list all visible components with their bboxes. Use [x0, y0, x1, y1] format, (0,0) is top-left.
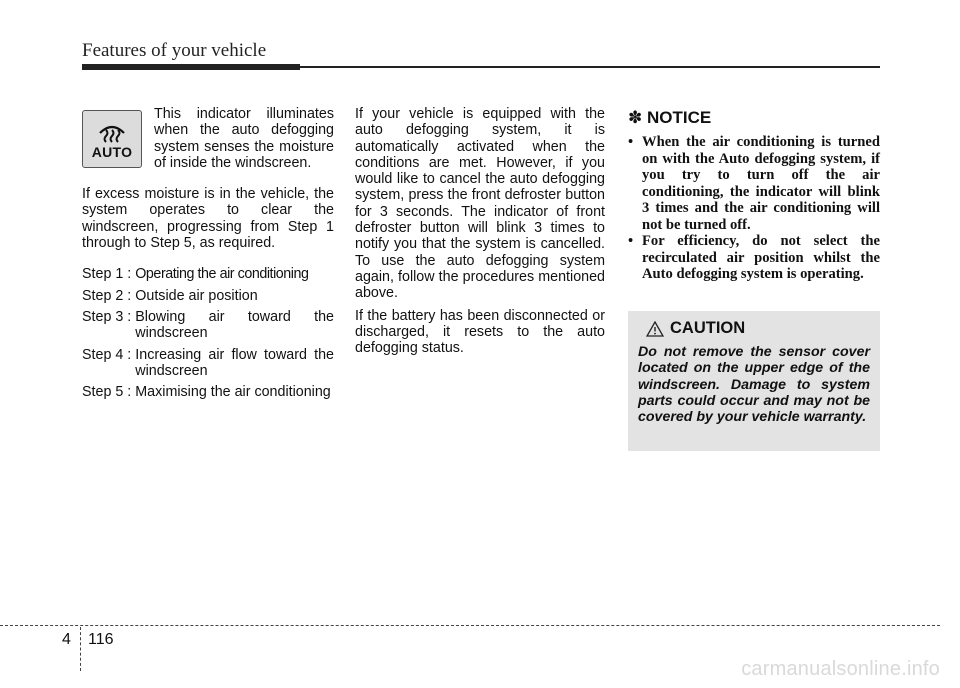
step-prefix: Step 4 : [82, 346, 136, 363]
step-prefix: Step 3 : [82, 308, 136, 325]
middle-column [355, 106, 605, 356]
step-text: Increasing air flow toward the windscreen [135, 346, 334, 379]
step-list [82, 266, 334, 400]
caution-text: Do not remove the sensor cover located on the upper edge of the windscreen. Damage to system parts could occur and may not be covered by your vehicle warranty. [638, 344, 870, 426]
section-number: 4 [62, 631, 71, 648]
page-number: 116 [88, 631, 114, 648]
notice-item [628, 134, 880, 233]
caution-header [646, 319, 870, 338]
header-rule-accent [82, 64, 300, 70]
step-prefix: Step 1 : [82, 266, 136, 283]
indicator-auto-label: AUTO [91, 143, 133, 160]
auto-defog-paragraph: If your vehicle is equipped with the auto defogging system, it is automatically activated when the conditions are met. However, if you would like to cancel the auto defogging system, press the front defroster button for 3 seconds. The indicator of front defroster button will blink 3 times to notify you that the system is cancelled. To use the auto defogging system again, follow the procedures mentioned above. [355, 106, 605, 302]
caution-box [628, 311, 880, 451]
step-item [82, 347, 334, 380]
step-item [82, 309, 334, 342]
step-text: Blowing air toward the windscreen [135, 308, 334, 342]
notice-item-text: For efficiency, do not select the recirculated air position whilst the Auto defogging system is operating. [642, 233, 880, 282]
warning-triangle-icon [646, 321, 664, 337]
bullet-icon: • [628, 233, 634, 249]
watermark: carmanualsonline.info [741, 658, 940, 680]
moisture-paragraph: If excess moisture is in the vehicle, the system operates to clear the windscreen, progressing from Step 1 through to Step 5, as required. [82, 186, 334, 252]
notice-section [628, 108, 880, 283]
bullet-icon: • [628, 134, 634, 150]
step-text: Maximising the air conditioning [135, 384, 331, 401]
left-column [82, 106, 334, 405]
defrost-glyph [97, 120, 127, 144]
footer-rule [0, 625, 940, 626]
notice-list [628, 134, 880, 283]
indicator-row [82, 106, 334, 171]
page-header-title: Features of your vehicle [82, 40, 267, 61]
indicator-description: This indicator illuminates when the auto defogging system senses the moisture of inside the windscreen. [154, 106, 334, 171]
notice-item [628, 233, 880, 283]
footer-divider [80, 627, 81, 671]
step-prefix: Step 2 : [82, 287, 136, 304]
step-item [82, 384, 334, 400]
defrost-auto-icon [82, 110, 142, 168]
step-item [82, 288, 334, 304]
caution-title: CAUTION [670, 319, 746, 337]
step-text: Operating the air conditioning [135, 266, 309, 283]
battery-paragraph: If the battery has been disconnected or discharged, it resets to the auto defogging status. [355, 307, 605, 357]
step-item [82, 266, 334, 282]
notice-title: ✽ NOTICE [628, 108, 712, 127]
step-text: Outside air position [135, 287, 258, 304]
step-prefix: Step 5 : [82, 384, 136, 401]
notice-item-text: When the air conditioning is turned on with the Auto defogging system, if you try to turn off the air conditioning, the indicator will blink 3 times and the air conditioning will not be turned off. [642, 134, 880, 233]
